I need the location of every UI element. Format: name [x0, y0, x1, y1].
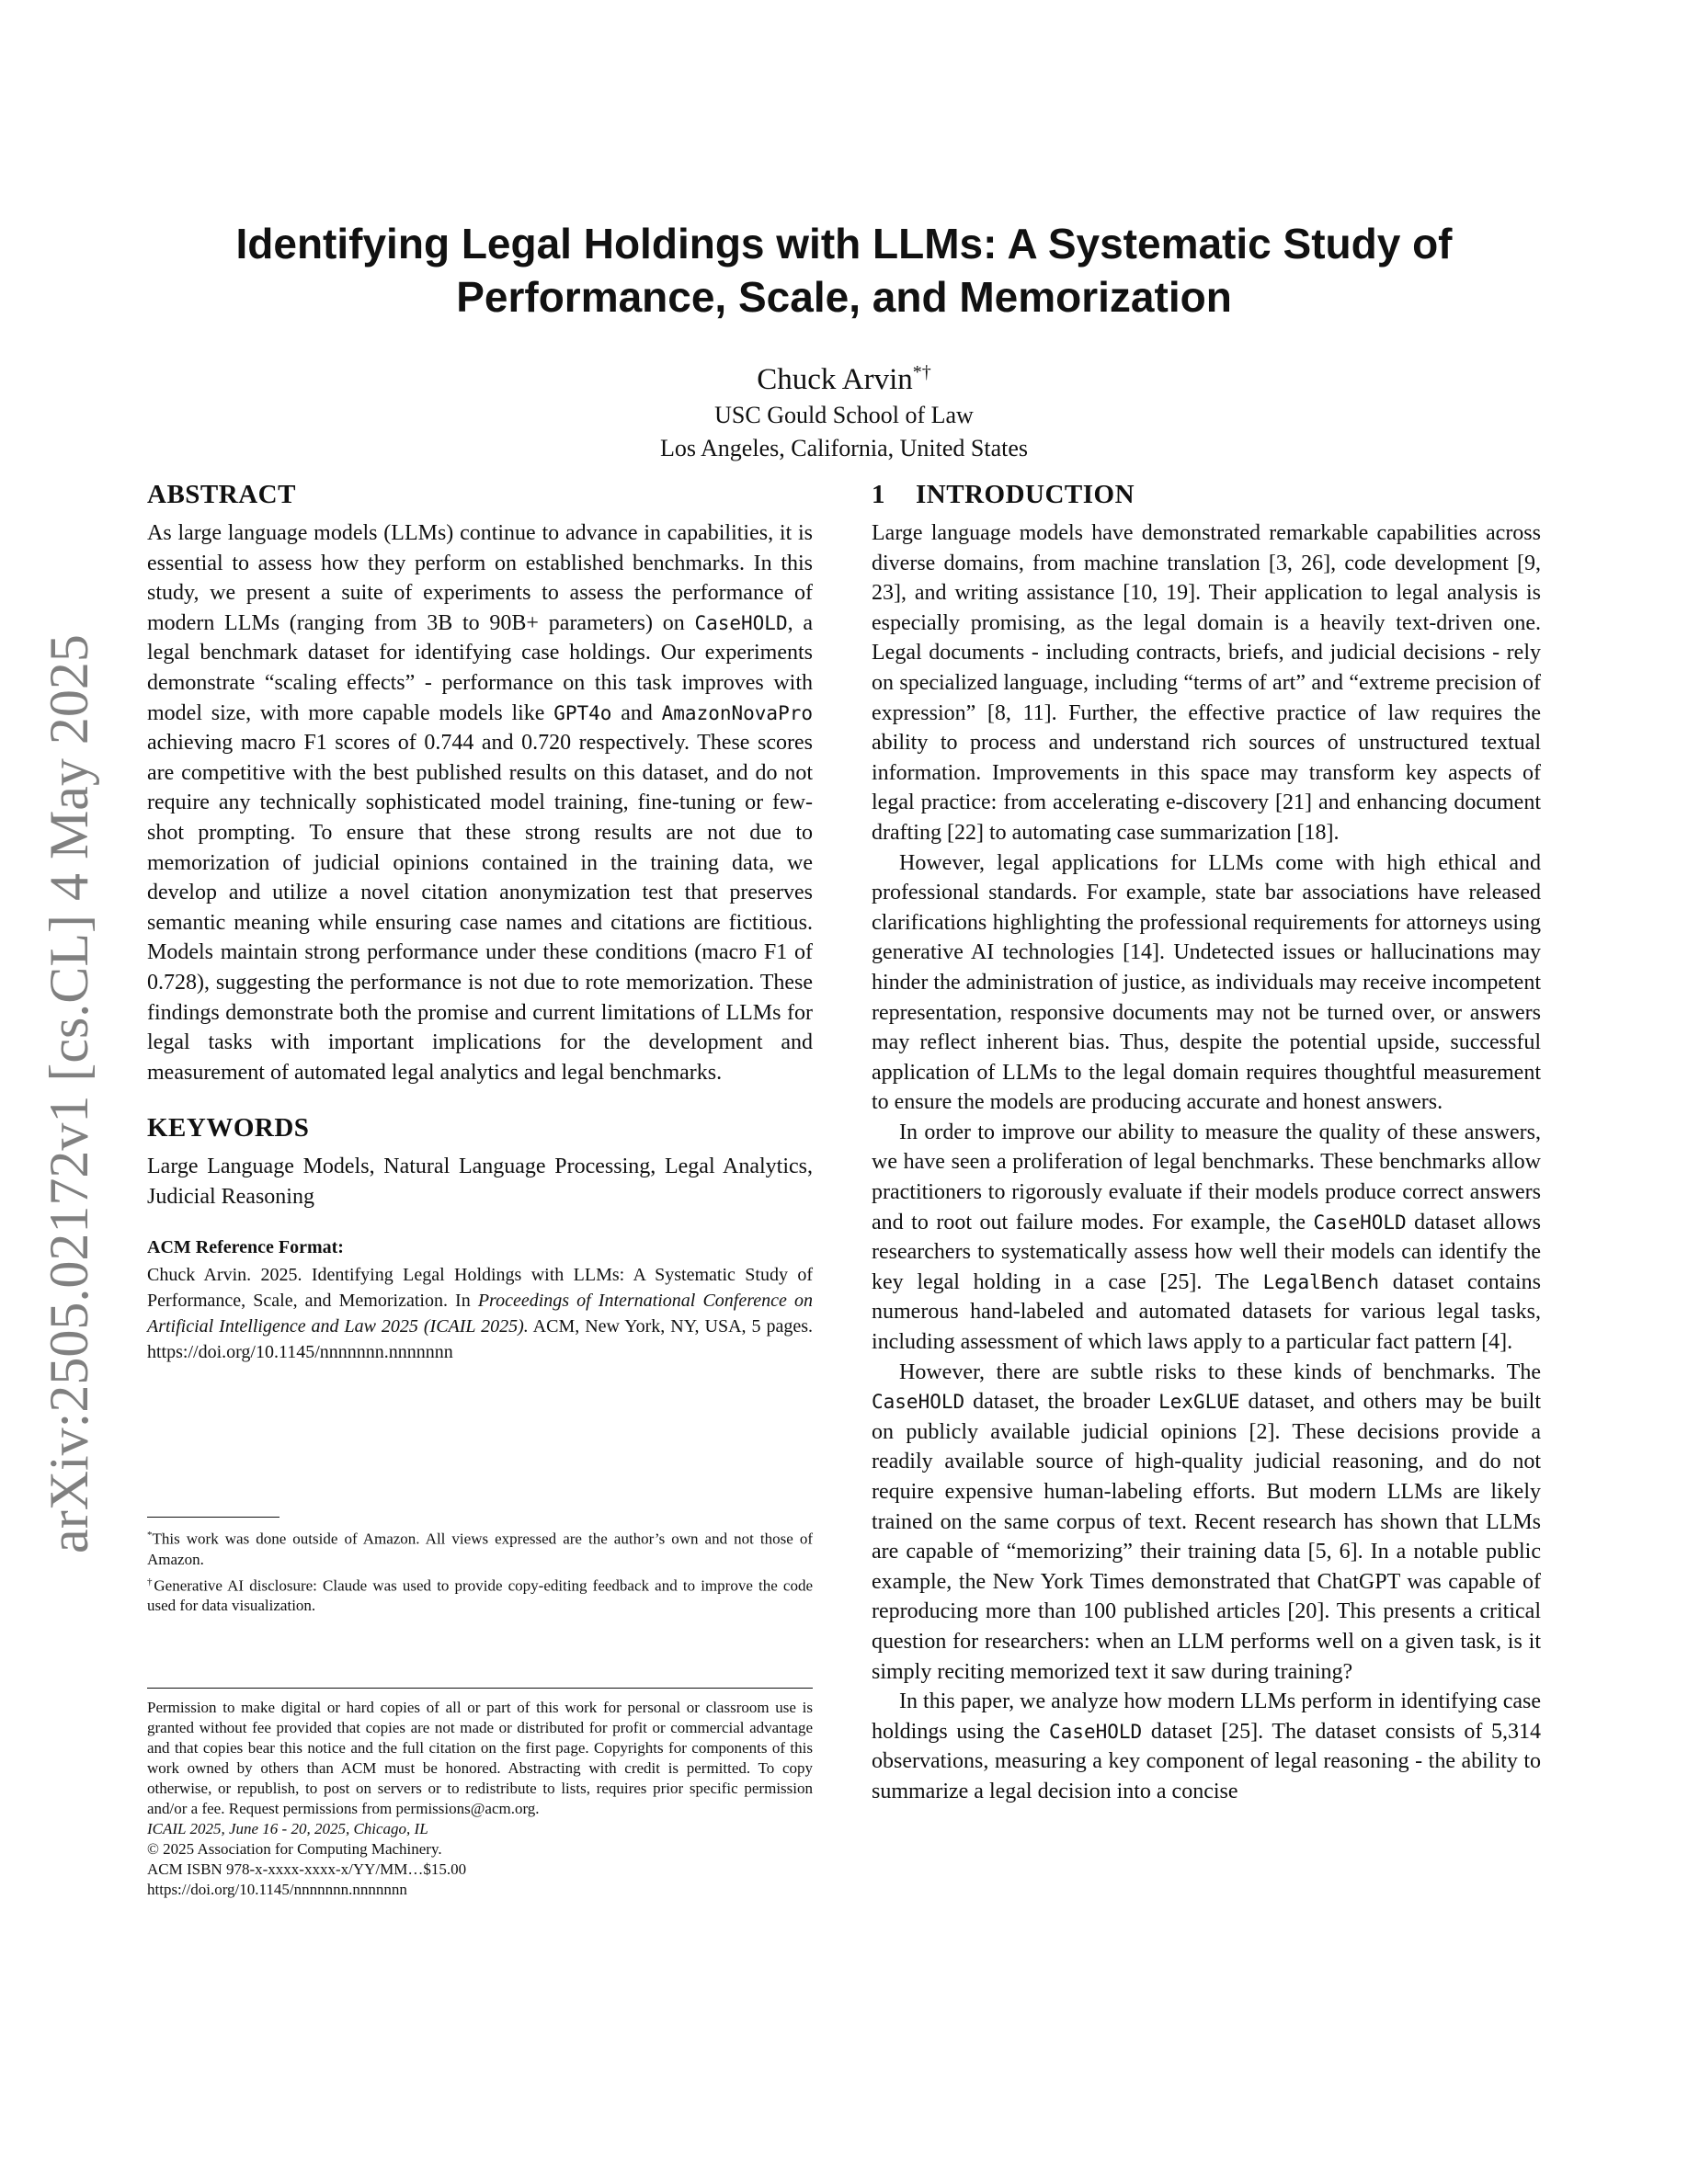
acm-reference-text-2: ACM, New York, NY, USA, 5 pages. https://doi.org/10.1145/nnnnnnn.nnnnnnn	[147, 1316, 813, 1363]
intro-p4-code-casehold: CaseHOLD	[872, 1391, 965, 1414]
permission-isbn: ACM ISBN 978-x-xxxx-xxxx-x/YY/MM…$15.00	[147, 1860, 467, 1878]
acm-reference-text-1: Chuck Arvin. 2025. Identifying Legal Holdings with LLMs: A Systematic Study of Performance, Scale, and Memorization. In	[147, 1265, 813, 1312]
author-affiliation: USC Gould School of Law	[714, 402, 974, 428]
arxiv-identifier-text: arXiv:2505.02172v1 [cs.CL] 4 May 2025	[39, 634, 99, 1553]
abstract-text-4: achieving macro F1 scores of 0.744 and 0.720 respectively. These scores are competitive with the best published results on this dataset, and do not require any technically sophisticated model training, fine-tuning or few-shot prompting. To ensure that these strong results are not due to memorization of judicial opinions contained in the training data, we develop and utilize a novel citation anonymization test that preserves semantic meaning while ensuring case names and citations are fictitious. Models maintain strong performance under these conditions (macro F1 of 0.728), suggesting the performance is not due to rote memorization. These findings demonstrate both the promise and current limitations of LLMs for legal tasks with important implications for the development and measurement of automated legal analytics and legal benchmarks.	[147, 731, 813, 1085]
introduction-section-number: 1	[872, 480, 885, 509]
footnote-2-mark: †	[147, 1575, 154, 1587]
introduction-paragraph-4	[872, 1358, 1541, 1688]
intro-p3-text-3: dataset contains numerous hand-labeled and automated datasets for various legal tasks, including assessment of which laws apply to a particular fact pattern [4].	[872, 1269, 1541, 1355]
permission-venue: ICAIL 2025, June 16 - 20, 2025, Chicago, IL	[147, 1820, 428, 1837]
acm-reference-proceedings: Proceedings of International Conference on Artificial Intelligence and Law 2025 (ICAIL 2025).	[147, 1291, 813, 1337]
introduction-paragraph-1: Large language models have demonstrated remarkable capabilities across diverse domains, from machine translation [3, 26], code development [9, 23], and writing assistance [10, 19]. Their application to legal analysis is especially promising, as the legal domain is a heavily text-driven one. Legal documents - including contracts, briefs, and judicial decisions - rely on specialized language, including “terms of art” and “extreme precision of expression” [8, 11]. Further, the effective practice of law requires the ability to process and understand rich sources of unstructured textual information. Improvements in this space may transform key aspects of legal practice: from accelerating e-discovery [21] and enhancing document drafting [22] to automating case summarization [18].	[872, 521, 1541, 845]
permission-doi: https://doi.org/10.1145/nnnnnnn.nnnnnnn	[147, 1881, 407, 1898]
author-name-line	[0, 353, 1688, 399]
intro-p4-code-lexglue: LexGLUE	[1158, 1391, 1240, 1414]
author-name: Chuck Arvin	[757, 363, 913, 396]
acm-reference-text	[147, 1262, 813, 1365]
footnote-2	[147, 1572, 813, 1617]
footnote-1	[147, 1525, 813, 1570]
footnotes	[147, 1517, 813, 1618]
introduction-paragraph-5	[872, 1687, 1541, 1806]
intro-p5-text-2: dataset [25]. The dataset consists of 5,314 observations, measuring a key component of legal reasoning - the ability to summarize a legal decision into a concise	[872, 1719, 1541, 1803]
acm-reference-heading: ACM Reference Format:	[147, 1237, 344, 1258]
right-column	[872, 478, 1541, 1807]
abstract-text-1: As large language models (LLMs) continue to advance in capabilities, it is essential to assess how they perform on established benchmarks. In this study, we present a suite of experiments to assess the performance of modern LLMs (ranging from 3B to 90B+ parameters) on	[147, 521, 813, 635]
keywords-heading: KEYWORDS	[147, 1113, 310, 1143]
permission-rule	[147, 1688, 813, 1689]
arxiv-identifier-stamp	[37, 607, 101, 1581]
permission-copyright: © 2025 Association for Computing Machinery.	[147, 1840, 442, 1858]
introduction-paragraph-2: However, legal applications for LLMs come with high ethical and professional standards. For example, state bar associations have released clarifications highlighting the professional requirements for attorneys using generative AI technologies [14]. Undetected issues or hallucinations may hinder the administration of justice, as individuals may receive incompetent representation, responsive documents may not be turned over, or answers may reflect inherent bias. Thus, despite the potential upside, successful application of LLMs to the legal domain requires thoughtful measurement to ensure the models are producing accurate and honest answers.	[872, 850, 1541, 1115]
intro-p3-text-2: dataset allows researchers to systematically assess how well their models can identify the key legal holding in a case [25]. The	[872, 1210, 1541, 1294]
author-location: Los Angeles, California, United States	[659, 435, 1029, 461]
abstract-paragraph	[147, 518, 813, 1087]
footnote-1-text: This work was done outside of Amazon. All views expressed are the author’s own and not those of Amazon.	[147, 1530, 813, 1568]
intro-p3-text-1: In order to improve our ability to measure the quality of these answers, we have seen a proliferation of legal benchmarks. These benchmarks allow practitioners to rigorously evaluate if their models produce correct answers and to root out failure modes. For example, the	[872, 1120, 1541, 1234]
abstract-text-2: , a legal benchmark dataset for identifying case holdings. Our experiments demonstrate “scaling effects” - performance on this task improves with model size, with more capable models like	[147, 610, 814, 725]
paper-title-line-2: Performance, Scale, and Memorization	[456, 273, 1232, 321]
intro-p4-text-3: dataset, and others may be built on publicly available judicial opinions [2]. These decisions provide a readily available source of high-quality judicial reasoning, and do not require expensive human-labeling efforts. But modern LLMs are likely trained on the same corpus of text. Recent research has shown that LLMs are capable of “memorizing” their training data [5, 6]. In a notable public example, the New York Times demonstrated that ChatGPT was capable of reproducing more than 100 published articles [20]. This presents a critical question for researchers: when an LLM performs well on a given task, is it simply reciting memorized text it saw during training?	[872, 1390, 1541, 1684]
footnote-1-mark: *	[147, 1530, 153, 1541]
paper-title-line-1: Identifying Legal Holdings with LLMs: A Systematic Study of	[235, 220, 1453, 267]
keywords-text: Large Language Models, Natural Language Processing, Legal Analytics, Judicial Reasoning	[147, 1155, 813, 1209]
author-footnote-marks: *†	[912, 362, 931, 382]
abstract-code-gpt4o: GPT4o	[553, 701, 612, 724]
intro-p4-text-2: dataset, the broader	[964, 1390, 1159, 1415]
left-column	[147, 478, 813, 1365]
footnote-2-text: Generative AI disclosure: Claude was used to provide copy-editing feedback and to improve the code used for data visualization.	[147, 1576, 813, 1615]
abstract-code-amazonnovapro: AmazonNovaPro	[661, 701, 814, 724]
author-block	[0, 353, 1688, 465]
intro-p5-text-1: In this paper, we analyze how modern LLMs perform in identifying case holdings using the	[872, 1689, 1541, 1744]
intro-p5-code-casehold: CaseHOLD	[1049, 1720, 1143, 1743]
permission-block	[147, 1688, 813, 1900]
introduction-paragraph-3	[872, 1118, 1541, 1358]
intro-p4-text-1: However, there are subtle risks to these kinds of benchmarks. The	[899, 1359, 1541, 1384]
abstract-text-3: and	[611, 700, 662, 725]
intro-p3-code-legalbench: LegalBench	[1262, 1270, 1380, 1293]
permission-text: Permission to make digital or hard copies of all or part of this work for personal or classroom use is granted without fee provided that copies are not made or distributed for profit or commercial advantage and that copies bear this notice and the full citation on the first page. Copyrights for components of this work owned by others than ACM must be honored. Abstracting with credit is permitted. To copy otherwise, or republish, to post on servers or to redistribute to lists, requires prior specific permission and/or a fee. Request permissions from permissions@acm.org.	[147, 1699, 813, 1817]
intro-p3-code-casehold: CaseHOLD	[1313, 1211, 1407, 1234]
abstract-code-casehold: CaseHOLD	[694, 611, 788, 634]
footnote-rule	[147, 1517, 279, 1518]
paper-title	[129, 217, 1559, 324]
introduction-heading	[872, 478, 1541, 511]
abstract-heading: ABSTRACT	[147, 480, 296, 509]
introduction-title: INTRODUCTION	[916, 480, 1135, 509]
